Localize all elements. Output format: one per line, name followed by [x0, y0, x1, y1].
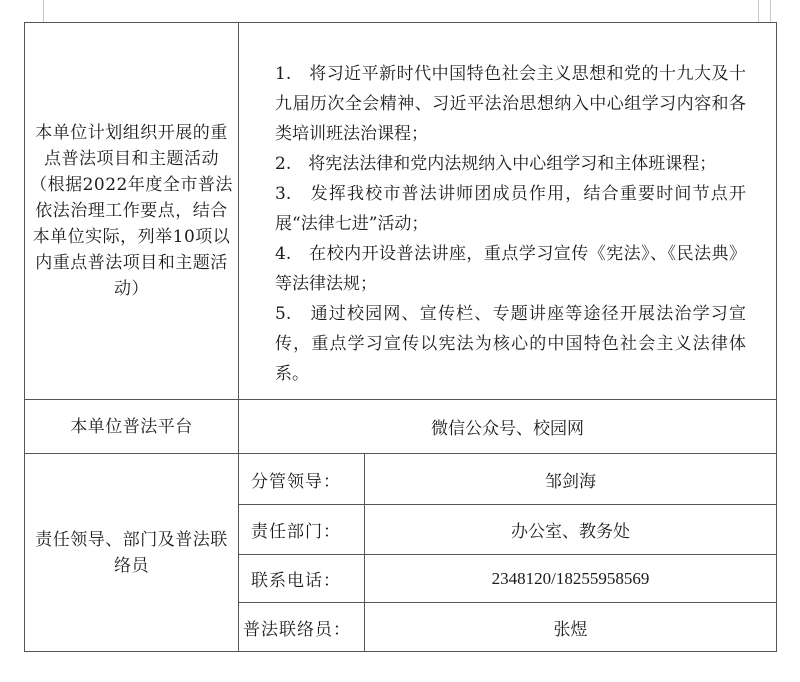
plan-item: 1. 将习近平新时代中国特色社会主义思想和党的十九大及十九届历次全会精神、习近平法治思想纳入中心组学习内容和各类培训班法治课程； [275, 64, 746, 144]
field-value-liaison: 张煜 [365, 603, 777, 652]
field-value-leader: 邹剑海 [365, 454, 777, 505]
platform-value: 微信公众号、校园网 [239, 400, 777, 454]
plan-item: 4. 在校内开设普法讲座，重点学习宣传《宪法》、《民法典》等法律法规； [275, 244, 746, 294]
plan-item: 3. 发挥我校市普法讲师团成员作用，结合重要时间节点开展“法律七进”活动； [275, 184, 746, 234]
plan-row [25, 23, 777, 400]
page-margin-mark-right [758, 0, 759, 22]
plan-label: 本单位计划组织开展的重点普法项目和主题活动（根据2022年度全市普法依法治理工作要点，结合本单位实际，列举10项以内重点普法项目和主题活动） [30, 123, 233, 299]
page-margin-mark-left [43, 0, 44, 22]
field-label: 责任部门： [239, 505, 365, 555]
field-value-phone: 2348120/18255958569 [365, 555, 777, 603]
platform-row [25, 400, 777, 454]
plan-item: 2. 将宪法法律和党内法规纳入中心组学习和主体班课程； [275, 154, 717, 174]
field-label: 分管领导： [239, 454, 365, 505]
field-label: 联系电话： [239, 555, 365, 603]
field-value-department: 办公室、教务处 [365, 505, 777, 555]
responsible-row [25, 454, 777, 505]
page-margin-mark-right-outer [770, 0, 771, 22]
plan-label-cell [25, 23, 239, 400]
platform-label: 本单位普法平台 [25, 400, 239, 454]
responsible-label: 责任领导、部门及普法联络员 [25, 454, 239, 652]
field-label: 普法联络员： [239, 603, 365, 652]
law-publicity-plan-table [24, 22, 777, 652]
plan-items-cell [239, 23, 777, 400]
plan-item: 5. 通过校园网、宣传栏、专题讲座等途径开展法治学习宣传，重点学习宣传以宪法为核心的中国特色社会主义法律体系。 [275, 304, 746, 384]
